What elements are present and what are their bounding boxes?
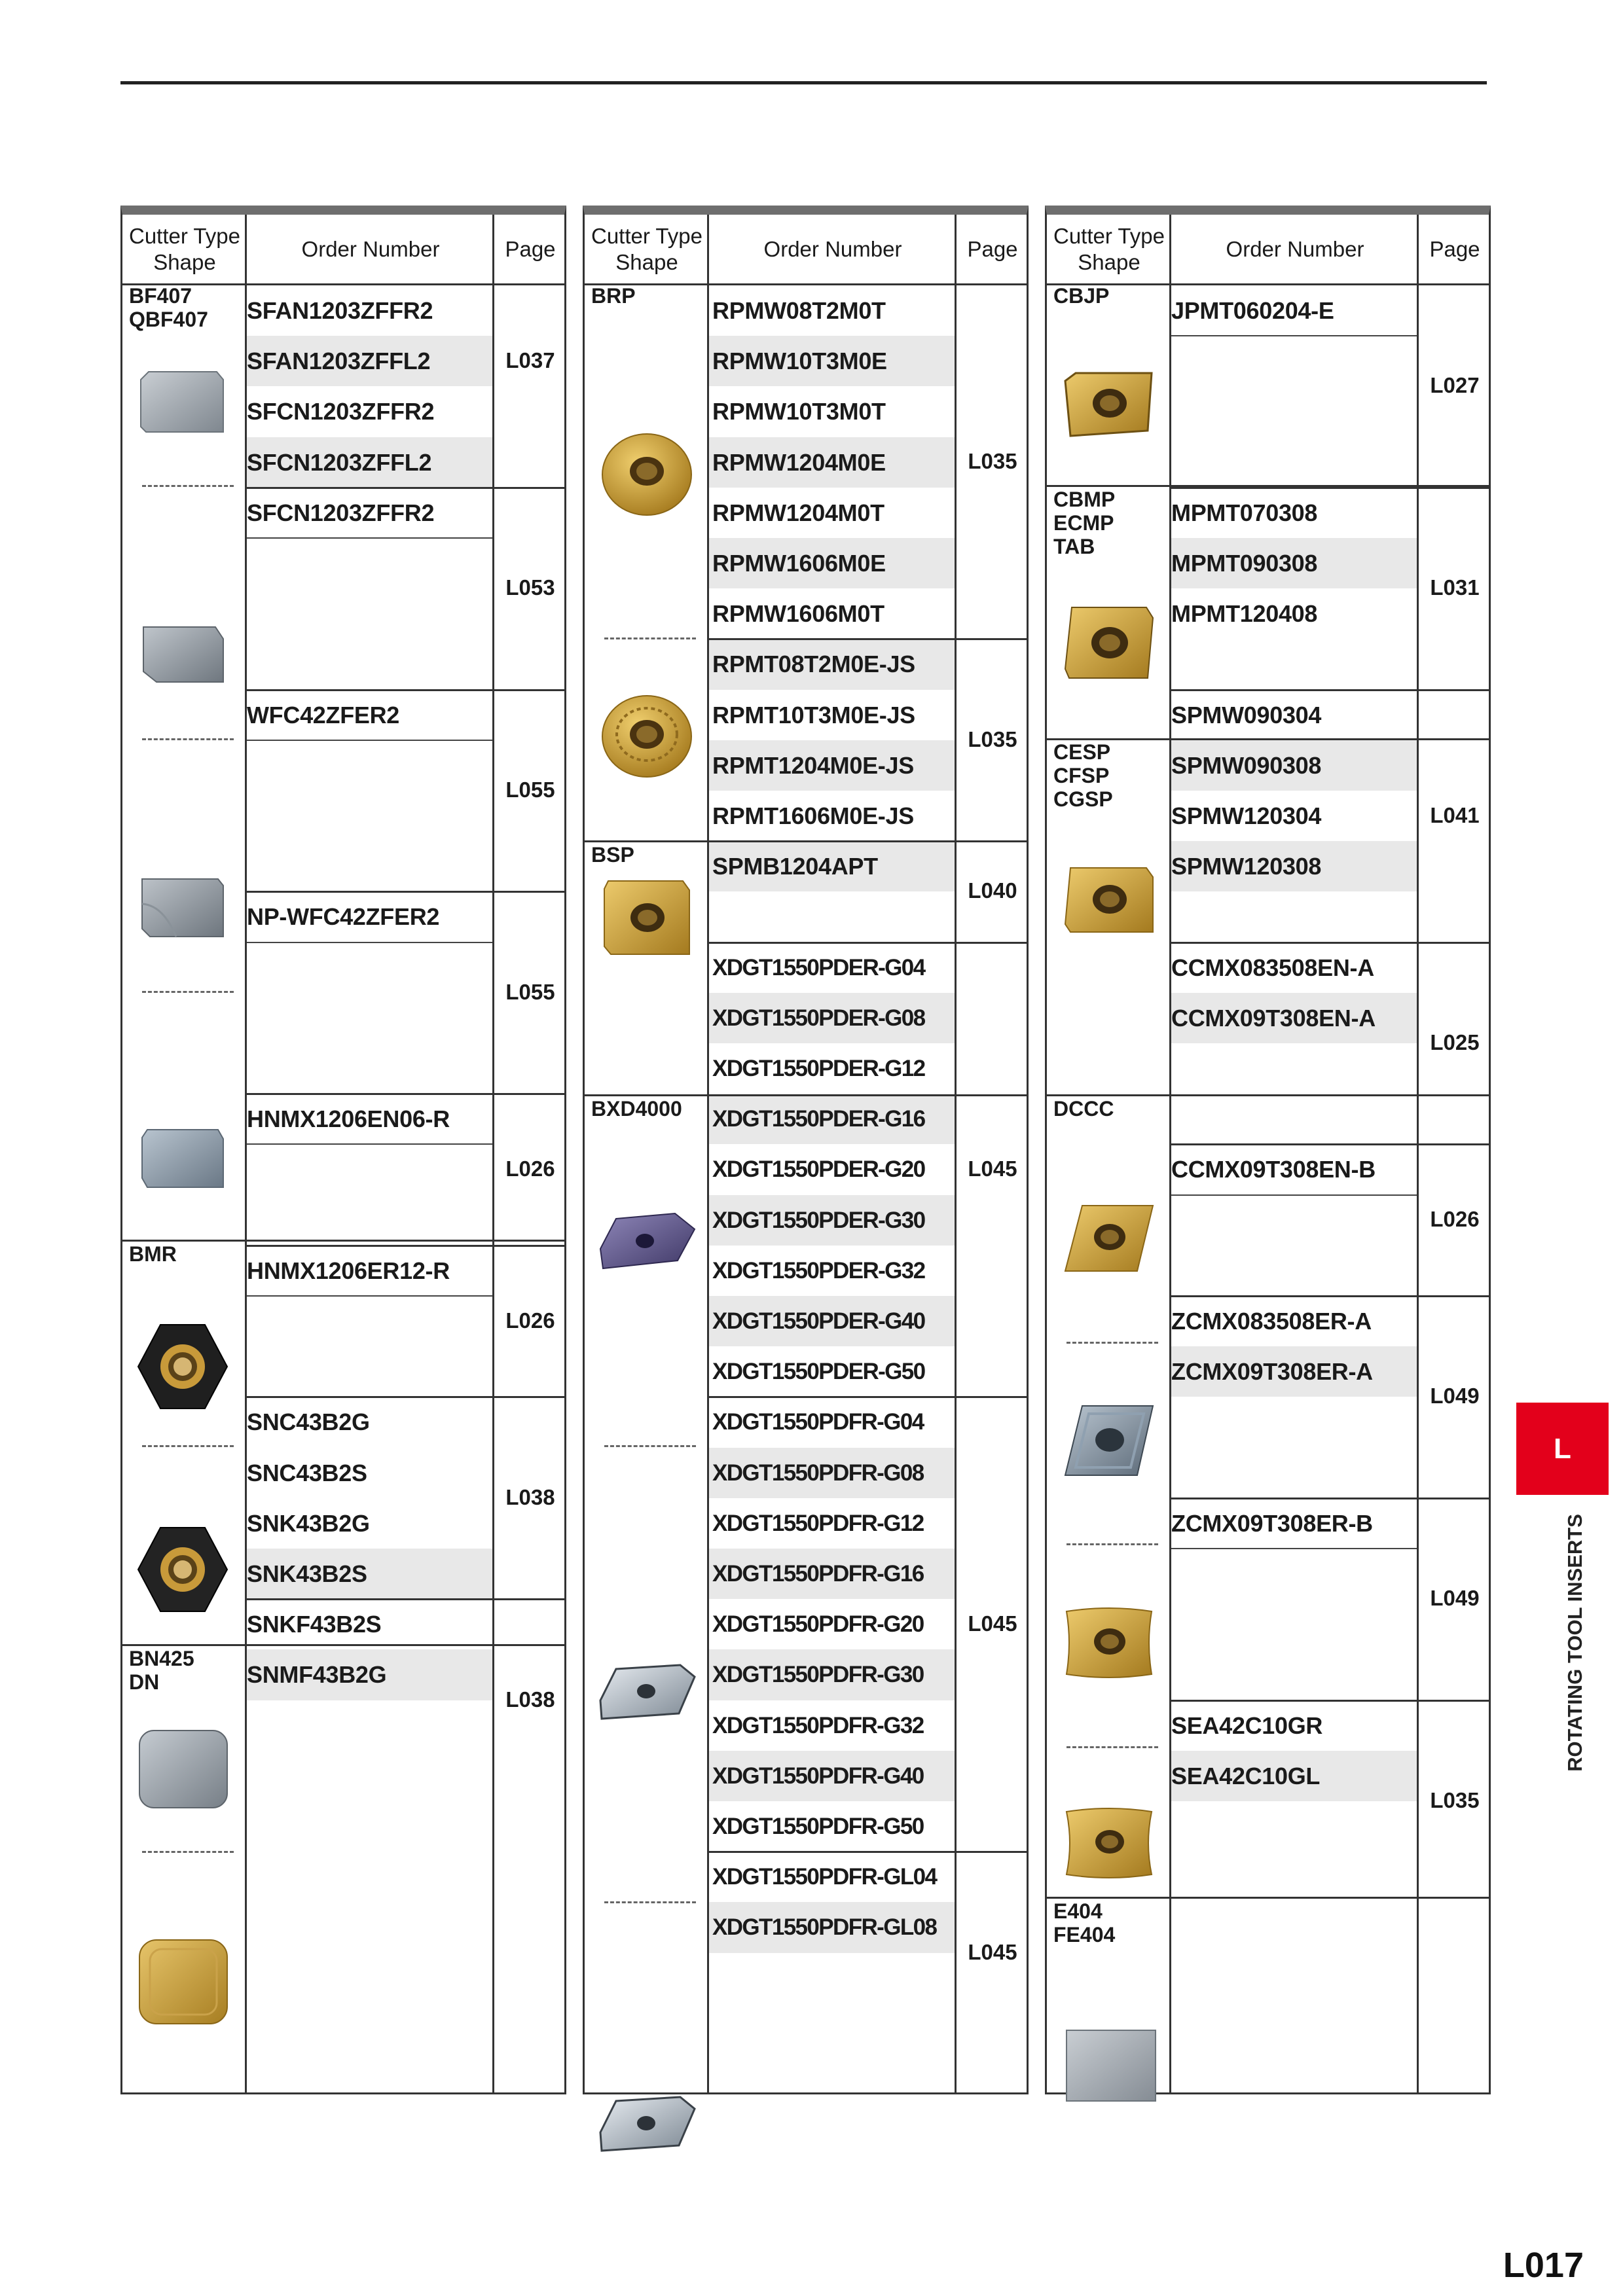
order-number-cell: XDGT1550PDFR-G32 — [712, 1712, 924, 1738]
table-middle — [583, 206, 1029, 2094]
cutter-type-label: CESP CFSP CGSP — [1053, 740, 1113, 811]
top-rule — [120, 81, 1487, 84]
cutter-type-label: E404 FE404 — [1053, 1899, 1116, 1946]
round-insert-icon — [599, 431, 695, 518]
page-ref-cell: L038 — [505, 1484, 555, 1509]
order-number-cell: ZCMX083508ER-A — [1171, 1308, 1372, 1335]
hex-insert-icon — [134, 1321, 231, 1412]
table-header — [122, 215, 564, 285]
page-ref-cell: L027 — [1430, 373, 1480, 398]
order-number-cell: XDGT1550PDFR-GL04 — [712, 1864, 937, 1890]
square-insert-icon — [136, 1727, 231, 1812]
order-number-cell: XDGT1550PDER-G40 — [712, 1308, 925, 1334]
square-insert-icon — [136, 1936, 231, 2028]
header-cutter-type: Cutter Type Shape — [1053, 223, 1165, 274]
order-number-cell: RPMW1204M0T — [712, 499, 884, 526]
header-cutter-type: Cutter Type Shape — [129, 223, 240, 274]
page-ref-cell: L031 — [1430, 575, 1480, 600]
square-insert-icon — [1060, 863, 1158, 939]
order-number-cell: SEA42C10GL — [1171, 1762, 1321, 1789]
order-number-cell: XDGT1550PDER-G30 — [712, 1207, 925, 1233]
order-number-cell: CCMX09T308EN-A — [1171, 1004, 1376, 1031]
order-number-cell: XDGT1550PDFR-G04 — [712, 1409, 924, 1435]
order-number-cell: JPMT060204-E — [1171, 297, 1334, 324]
order-number-cell: HNMX1206ER12-R — [247, 1257, 450, 1284]
section-title-text: ROTATING TOOL INSERTS — [1563, 1514, 1586, 1772]
order-number-cell: ZCMX09T308ER-B — [1171, 1509, 1373, 1537]
hex-insert-icon — [134, 1524, 231, 1615]
page-ref-cell: L037 — [505, 348, 555, 372]
square-insert-icon — [1060, 1605, 1158, 1681]
page-ref-cell: L045 — [968, 1611, 1017, 1636]
square-insert-icon — [1060, 1805, 1158, 1881]
page-ref-cell: L055 — [505, 979, 555, 1004]
square-insert-icon — [137, 619, 228, 691]
order-number-cell: RPMT1606M0E-JS — [712, 802, 914, 829]
order-number-cell: SNK43B2S — [247, 1560, 367, 1587]
cutter-type-label: CBJP — [1053, 284, 1110, 308]
order-number-cell: XDGT1550PDFR-G20 — [712, 1611, 924, 1638]
order-number-cell: XDGT1550PDER-G16 — [712, 1106, 925, 1132]
order-number-cell: MPMT070308 — [1171, 499, 1318, 526]
header-order-number: Order Number — [1226, 236, 1364, 261]
cutter-type-label: BXD4000 — [591, 1097, 682, 1121]
parallelogram-insert-icon — [596, 2093, 697, 2156]
square-insert-icon — [137, 1124, 228, 1196]
order-number-cell: SFCN1203ZFFL2 — [247, 448, 432, 476]
page-ref-cell: L025 — [1430, 1030, 1480, 1054]
order-number-cell: XDGT1550PDFR-G08 — [712, 1460, 924, 1486]
page-ref-cell: L026 — [1430, 1207, 1480, 1232]
order-number-cell: MPMT120408 — [1171, 600, 1318, 628]
page-ref-cell: L041 — [1430, 802, 1480, 827]
order-number-cell: SNK43B2G — [247, 1509, 370, 1537]
cutter-type-label: BMR — [129, 1242, 177, 1266]
order-number-cell: RPMT08T2M0E-JS — [712, 651, 915, 678]
section-title — [1562, 1514, 1588, 1772]
header-order-number: Order Number — [301, 236, 440, 261]
cutter-type-label: BRP — [591, 284, 636, 308]
section-tab: L — [1516, 1403, 1609, 1495]
page-ref-cell: L026 — [505, 1157, 555, 1181]
page-ref-cell: L035 — [1430, 1788, 1480, 1812]
page-ref-cell: L040 — [968, 878, 1017, 903]
order-number-cell: SPMW090304 — [1171, 701, 1322, 728]
order-number-cell: SNC43B2S — [247, 1459, 367, 1486]
page-ref-cell: L035 — [968, 449, 1017, 474]
table-left — [120, 206, 566, 2094]
square-insert-icon — [1061, 2026, 1159, 2104]
order-number-cell: SPMW120308 — [1171, 853, 1322, 880]
square-insert-icon — [599, 876, 695, 961]
order-number-cell: RPMW1204M0E — [712, 448, 886, 476]
cutter-type-label: BSP — [591, 843, 634, 867]
page-ref-cell: L049 — [1430, 1586, 1480, 1611]
order-number-cell: SFAN1203ZFFR2 — [247, 297, 433, 324]
page-ref-cell: L045 — [968, 1939, 1017, 1964]
round-insert-icon — [599, 692, 695, 780]
table-right — [1045, 206, 1491, 2094]
order-number-cell: XDGT1550PDER-G12 — [712, 1056, 925, 1081]
page-ref-cell: L055 — [505, 778, 555, 802]
square-insert-icon — [137, 368, 228, 440]
order-number-cell: SPMB1204APT — [712, 853, 878, 880]
rhombic-insert-icon — [1060, 1399, 1158, 1482]
rhombic-insert-icon — [1060, 1200, 1158, 1276]
header-page: Page — [1429, 236, 1480, 261]
header-page: Page — [505, 236, 556, 261]
order-number-cell: XDGT1550PDFR-G12 — [712, 1510, 924, 1536]
order-number-cell: XDGT1550PDER-G50 — [712, 1359, 925, 1385]
order-number-cell: CCMX09T308EN-B — [1171, 1156, 1376, 1183]
square-insert-icon — [137, 872, 228, 944]
order-number-cell: SNKF43B2S — [247, 1611, 382, 1638]
order-number-cell: XDGT1550PDFR-G40 — [712, 1763, 924, 1789]
order-number-cell: XDGT1550PDER-G04 — [712, 954, 925, 980]
order-number-cell: RPMW10T3M0E — [712, 348, 887, 375]
order-number-cell: WFC42ZFER2 — [247, 701, 400, 728]
order-number-cell: XDGT1550PDFR-G30 — [712, 1662, 924, 1688]
table-header — [1047, 215, 1489, 285]
parallelogram-insert-icon — [596, 1210, 697, 1272]
page-ref-cell: L053 — [505, 575, 555, 600]
square-insert-icon — [1060, 601, 1158, 686]
header-page: Page — [967, 236, 1018, 261]
cutter-type-label: BF407 QBF407 — [129, 284, 208, 331]
order-number-cell: SPMW090308 — [1171, 751, 1322, 779]
order-number-cell: RPMT10T3M0E-JS — [712, 701, 915, 728]
order-number-cell: XDGT1550PDFR-G16 — [712, 1561, 924, 1587]
order-number-cell: SPMW120304 — [1171, 802, 1322, 829]
square-insert-icon — [1060, 368, 1158, 441]
order-number-cell: XDGT1550PDFR-G50 — [712, 1814, 924, 1839]
cutter-type-label: BN425 DN — [129, 1647, 194, 1694]
header-cutter-type: Cutter Type Shape — [591, 223, 702, 274]
page-ref-cell: L045 — [968, 1157, 1017, 1181]
order-number-cell: RPMW1606M0E — [712, 550, 886, 577]
order-number-cell: RPMW10T3M0T — [712, 398, 886, 425]
page-ref-cell: L035 — [968, 726, 1017, 751]
table-header — [585, 215, 1027, 285]
cutter-type-label: DCCC — [1053, 1097, 1114, 1121]
order-number-cell: RPMW08T2M0T — [712, 297, 886, 324]
order-number-cell: XDGT1550PDFR-GL08 — [712, 1914, 937, 1941]
order-number-cell: NP-WFC42ZFER2 — [247, 903, 440, 931]
page-ref-cell: L026 — [505, 1308, 555, 1333]
page-number: L017 — [1503, 2246, 1584, 2285]
parallelogram-insert-icon — [596, 1661, 697, 1724]
page-ref-cell: L049 — [1430, 1384, 1480, 1408]
cutter-type-label: CBMP ECMP TAB — [1053, 488, 1116, 558]
page-ref-cell: L038 — [505, 1687, 555, 1712]
order-number-cell: SFCN1203ZFFR2 — [247, 499, 435, 526]
order-number-cell: SNMF43B2G — [247, 1661, 387, 1689]
order-number-cell: CCMX083508EN-A — [1171, 954, 1374, 981]
order-number-cell: SEA42C10GR — [1171, 1712, 1323, 1739]
order-number-cell: MPMT090308 — [1171, 550, 1318, 577]
order-number-cell: SFAN1203ZFFL2 — [247, 348, 431, 375]
order-number-cell: XDGT1550PDER-G32 — [712, 1257, 925, 1283]
order-number-cell: RPMW1606M0T — [712, 600, 884, 628]
order-number-cell: RPMT1204M0E-JS — [712, 751, 914, 779]
order-number-cell: XDGT1550PDER-G20 — [712, 1157, 925, 1183]
header-order-number: Order Number — [763, 236, 902, 261]
order-number-cell: XDGT1550PDER-G08 — [712, 1005, 925, 1031]
order-number-cell: SFCN1203ZFFR2 — [247, 398, 435, 425]
order-number-cell: SNC43B2G — [247, 1408, 370, 1436]
order-number-cell: ZCMX09T308ER-A — [1171, 1358, 1373, 1386]
order-number-cell: HNMX1206EN06-R — [247, 1105, 450, 1133]
